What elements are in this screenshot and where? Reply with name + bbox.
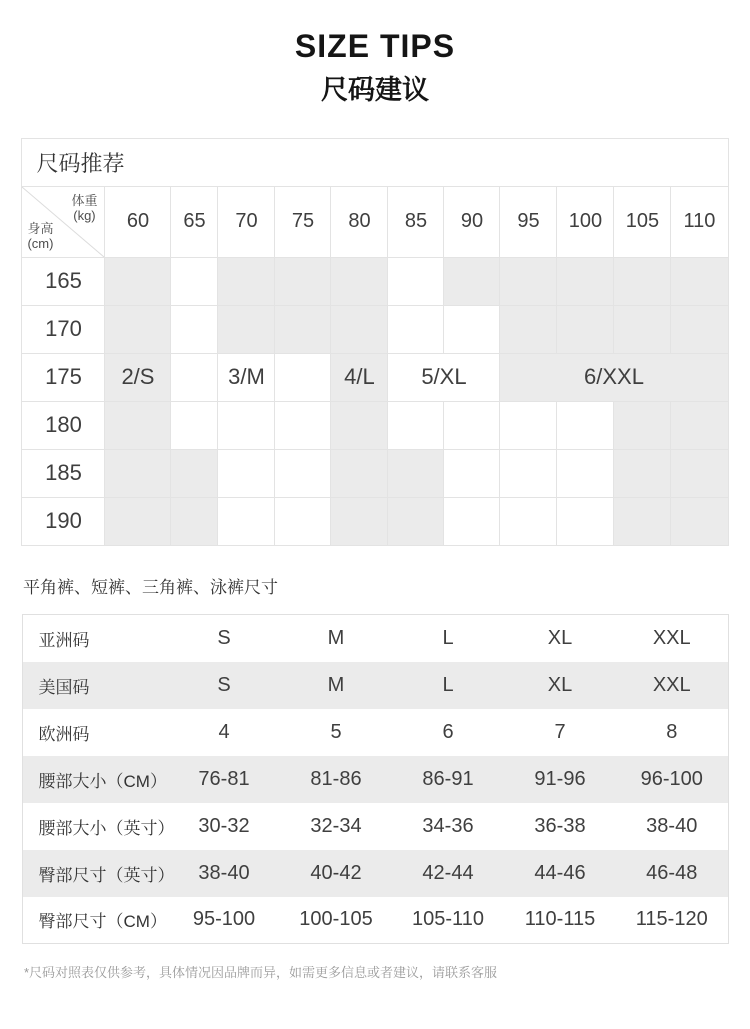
grid-cell <box>671 497 728 545</box>
weight-axis-label <box>71 193 97 224</box>
grid-cell <box>275 401 331 449</box>
measure-row <box>22 897 728 944</box>
size-tips-page <box>0 27 750 982</box>
grid-cell <box>218 497 275 545</box>
measure-value-cell: 38-40 <box>198 861 250 884</box>
size-label-cell: 6/XXL <box>500 353 728 401</box>
grid-cell <box>614 449 671 497</box>
measure-value-cell: 91-96 <box>534 767 586 790</box>
grid-cell <box>557 305 614 353</box>
grid-cell <box>671 449 728 497</box>
grid-cell <box>388 257 444 305</box>
grid-cell <box>500 497 557 545</box>
size-chart-row <box>22 305 728 353</box>
measure-value-cell: 8 <box>666 720 678 743</box>
grid-cell <box>218 257 275 305</box>
measure-value-cell: 42-44 <box>422 861 474 884</box>
grid-cell <box>444 497 500 545</box>
measure-value-cell: 115-120 <box>635 908 708 931</box>
measure-value-cell: M <box>327 673 345 696</box>
measure-value-cell: XXL <box>652 626 691 649</box>
grid-cell <box>557 497 614 545</box>
grid-cell <box>614 401 671 449</box>
measure-row <box>22 756 728 803</box>
grid-cell <box>331 257 388 305</box>
grid-cell <box>388 449 444 497</box>
measure-value-cell: 4 <box>218 720 230 743</box>
grid-cell <box>275 497 331 545</box>
grid-cell <box>557 401 614 449</box>
measure-value-cell: 44-46 <box>534 861 586 884</box>
height-header-cell: 170 <box>22 305 105 353</box>
height-header-cell: 180 <box>22 401 105 449</box>
measure-row-label: 腰部大小（CM） <box>38 771 167 791</box>
height-header-cell: 175 <box>22 353 105 401</box>
grid-cell <box>671 401 728 449</box>
grid-cell <box>275 257 331 305</box>
weight-header-cell: 70 <box>218 186 275 257</box>
grid-cell <box>171 497 218 545</box>
measure-table <box>22 614 729 944</box>
weight-label: 体重 <box>71 192 98 208</box>
height-header-cell: 190 <box>22 497 105 545</box>
grid-cell <box>444 449 500 497</box>
measure-value-cell: 36-38 <box>534 814 586 837</box>
size-chart-title-row <box>22 138 728 186</box>
grid-cell <box>671 257 728 305</box>
measure-value-cell: 110-115 <box>524 908 596 931</box>
measure-section-title: 平角裤、短裤、三角裤、泳裤尺寸 <box>23 577 278 597</box>
grid-cell <box>500 401 557 449</box>
measure-value-cell: 46-48 <box>646 861 698 884</box>
page-title-zh: 尺码建议 <box>321 75 429 106</box>
grid-cell <box>614 257 671 305</box>
height-label: 身高 <box>27 220 54 236</box>
axis-corner-cell <box>22 186 105 257</box>
grid-cell <box>557 449 614 497</box>
grid-cell <box>500 305 557 353</box>
measure-value-cell: 76-81 <box>198 767 250 790</box>
measure-row <box>22 662 728 709</box>
size-chart-row <box>22 497 728 545</box>
size-chart-row <box>22 401 728 449</box>
measure-value-cell: 32-34 <box>310 814 362 837</box>
weight-header-cell: 110 <box>671 186 728 257</box>
size-recommendation-table <box>21 138 728 546</box>
grid-cell <box>218 401 275 449</box>
weight-header-cell: 65 <box>171 186 218 257</box>
grid-cell <box>218 305 275 353</box>
grid-cell <box>444 401 500 449</box>
weight-unit: (kg) <box>73 208 96 224</box>
measure-value-cell: XL <box>547 673 573 696</box>
measure-value-cell: 30-32 <box>198 814 250 837</box>
grid-cell <box>444 257 500 305</box>
measure-value-cell: XL <box>547 626 573 649</box>
measure-value-cell: M <box>327 626 345 649</box>
grid-cell <box>388 497 444 545</box>
height-header-cell: 185 <box>22 449 105 497</box>
measure-row <box>22 709 728 756</box>
grid-cell <box>105 401 171 449</box>
grid-cell <box>171 449 218 497</box>
grid-cell <box>105 305 171 353</box>
measure-value-cell: 100-105 <box>299 908 373 931</box>
size-label-cell: 2/S <box>105 353 171 401</box>
weight-header-cell: 75 <box>275 186 331 257</box>
measure-row-label: 欧洲码 <box>38 724 90 744</box>
measure-row-label: 美国码 <box>38 677 90 697</box>
grid-cell <box>105 257 171 305</box>
grid-cell <box>275 353 331 401</box>
grid-cell <box>331 497 388 545</box>
grid-cell <box>105 449 171 497</box>
grid-cell <box>275 305 331 353</box>
measure-value-cell: 96-100 <box>640 767 703 790</box>
grid-cell <box>500 449 557 497</box>
weight-header-cell: 105 <box>614 186 671 257</box>
measure-value-cell: 105-110 <box>412 908 484 931</box>
height-header-cell: 165 <box>22 257 105 305</box>
size-chart-row <box>22 449 728 497</box>
measure-row-label: 臀部尺寸（CM） <box>38 912 167 932</box>
grid-cell <box>218 449 275 497</box>
size-chart-header-row <box>22 186 728 257</box>
grid-cell <box>171 401 218 449</box>
measure-value-cell: S <box>217 626 231 649</box>
size-label-cell: 4/L <box>331 353 388 401</box>
grid-cell <box>444 305 500 353</box>
size-chart-row <box>22 353 728 401</box>
weight-header-cell: 95 <box>500 186 557 257</box>
size-chart-title: 尺码推荐 <box>22 138 728 186</box>
height-axis-label <box>27 221 53 252</box>
grid-cell <box>171 305 218 353</box>
grid-cell <box>614 497 671 545</box>
measure-value-cell: 40-42 <box>310 861 362 884</box>
grid-cell <box>331 401 388 449</box>
grid-cell <box>388 305 444 353</box>
measure-value-cell: 81-86 <box>310 767 362 790</box>
grid-cell <box>331 305 388 353</box>
page-title-en: SIZE TIPS <box>294 28 456 64</box>
measure-value-cell: 6 <box>442 720 454 743</box>
measure-row-label: 臀部尺寸（英寸） <box>38 865 175 885</box>
grid-cell <box>500 257 557 305</box>
measure-value-cell: S <box>217 673 231 696</box>
grid-cell <box>331 449 388 497</box>
grid-cell <box>388 401 444 449</box>
size-label-cell: 5/XL <box>388 353 500 401</box>
weight-header-cell: 85 <box>388 186 444 257</box>
measure-value-cell: 5 <box>330 720 342 743</box>
weight-header-cell: 60 <box>105 186 171 257</box>
measure-row-label: 腰部大小（英寸） <box>38 818 175 838</box>
measure-value-cell: 86-91 <box>422 767 474 790</box>
weight-header-cell: 90 <box>444 186 500 257</box>
measure-value-cell: L <box>442 626 454 649</box>
grid-cell <box>171 353 218 401</box>
measure-value-cell: 7 <box>554 720 566 743</box>
grid-cell <box>275 449 331 497</box>
footnote: *尺码对照表仅供参考，具体情况因品牌而异，如需更多信息或者建议，请联系客服 <box>24 965 498 981</box>
size-chart-row <box>22 257 728 305</box>
measure-value-cell: L <box>442 673 454 696</box>
grid-cell <box>171 257 218 305</box>
measure-row <box>22 615 728 662</box>
height-unit: (cm) <box>27 236 54 252</box>
measure-value-cell: 34-36 <box>422 814 474 837</box>
size-label-cell: 3/M <box>218 353 275 401</box>
weight-header-cell: 100 <box>557 186 614 257</box>
grid-cell <box>557 257 614 305</box>
measure-value-cell: 38-40 <box>646 814 698 837</box>
grid-cell <box>105 497 171 545</box>
measure-row <box>22 803 728 850</box>
weight-header-cell: 80 <box>331 186 388 257</box>
measure-value-cell: 95-100 <box>192 908 256 931</box>
measure-row <box>22 850 728 897</box>
measure-row-label: 亚洲码 <box>38 630 90 650</box>
measure-value-cell: XXL <box>652 673 691 696</box>
grid-cell <box>671 305 728 353</box>
grid-cell <box>614 305 671 353</box>
